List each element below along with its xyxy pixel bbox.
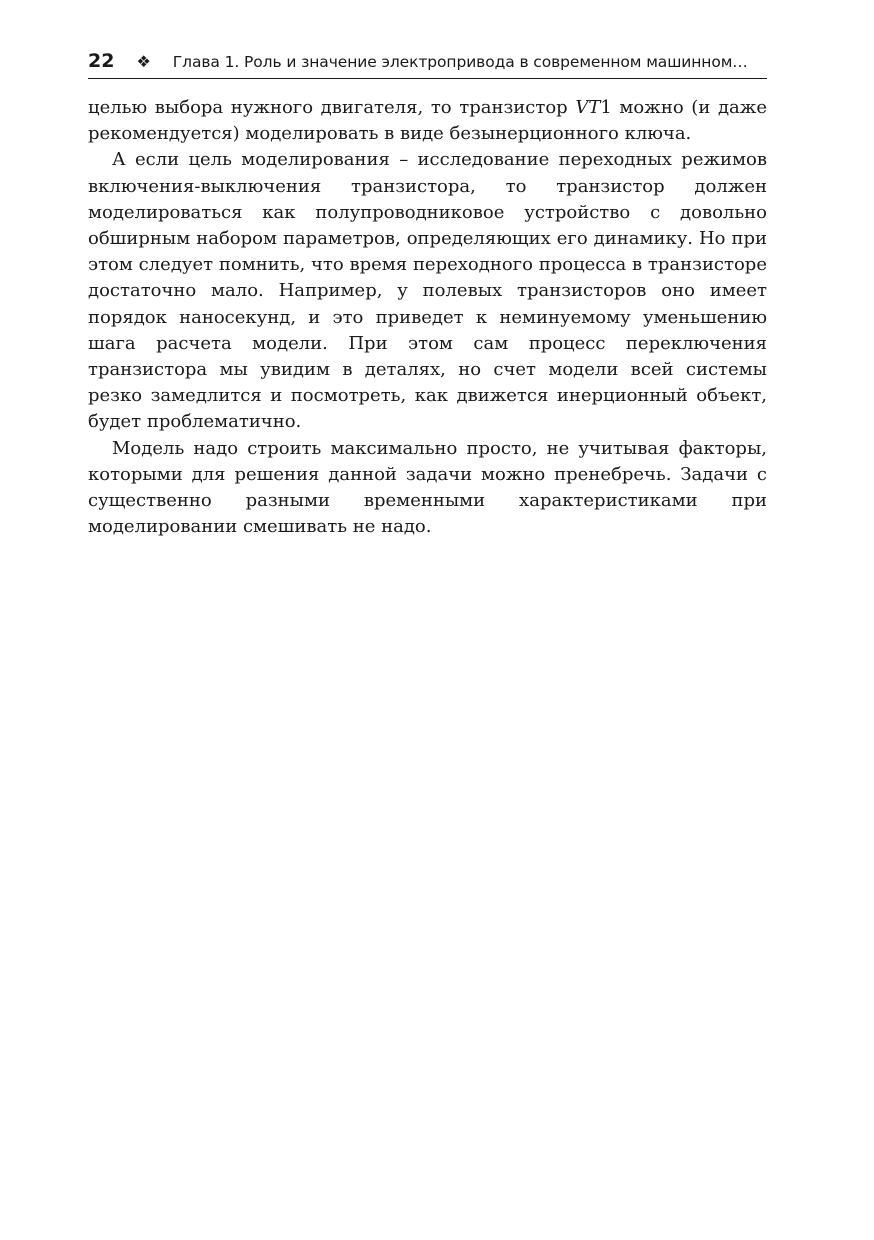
paragraph-1-text-start: целью выбора нужного двигателя, то транзистор xyxy=(88,97,576,118)
paragraph-2: А если цель моделирования – исследование переходных режимов включения-выключения транзистора, то транзистор должен моделироваться как полупроводниковое устройство с довольно обширным набором параметров, определяющих его динамику. Но при этом следует помнить, что время переходного процесса в транзисторе достаточно мало. Например, у полевых транзисторов оно имеет порядок наносекунд, и это приведет к неминуемому уменьшению шага расчета модели. При этом сам процесс переключения транзистора мы увидим в деталях, но счет модели всей системы резко замедлится и посмотреть, как движется инерционный объект, будет проблематично. xyxy=(88,149,767,433)
transistor-designator: VT xyxy=(575,97,601,118)
book-page xyxy=(88,50,767,540)
paragraph-1-text-end: 1 можно (и даже рекомендуется) моделировать в виде безынерционного ключа. xyxy=(88,97,767,145)
running-header xyxy=(88,50,767,79)
paragraph-3: Модель надо строить максимально просто, не учитывая факторы, которыми для решения данной задачи можно пренебречь. Задачи с существенно разными временными характеристиками при моделировании смешивать не надо. xyxy=(88,437,767,538)
body-text xyxy=(88,95,767,540)
paragraph-1 xyxy=(88,95,767,147)
chapter-title: Глава 1. Роль и значение электропривода в современном машинном… xyxy=(172,53,748,71)
ornament-icon: ❖ xyxy=(136,52,151,71)
page-number: 22 xyxy=(88,50,115,72)
